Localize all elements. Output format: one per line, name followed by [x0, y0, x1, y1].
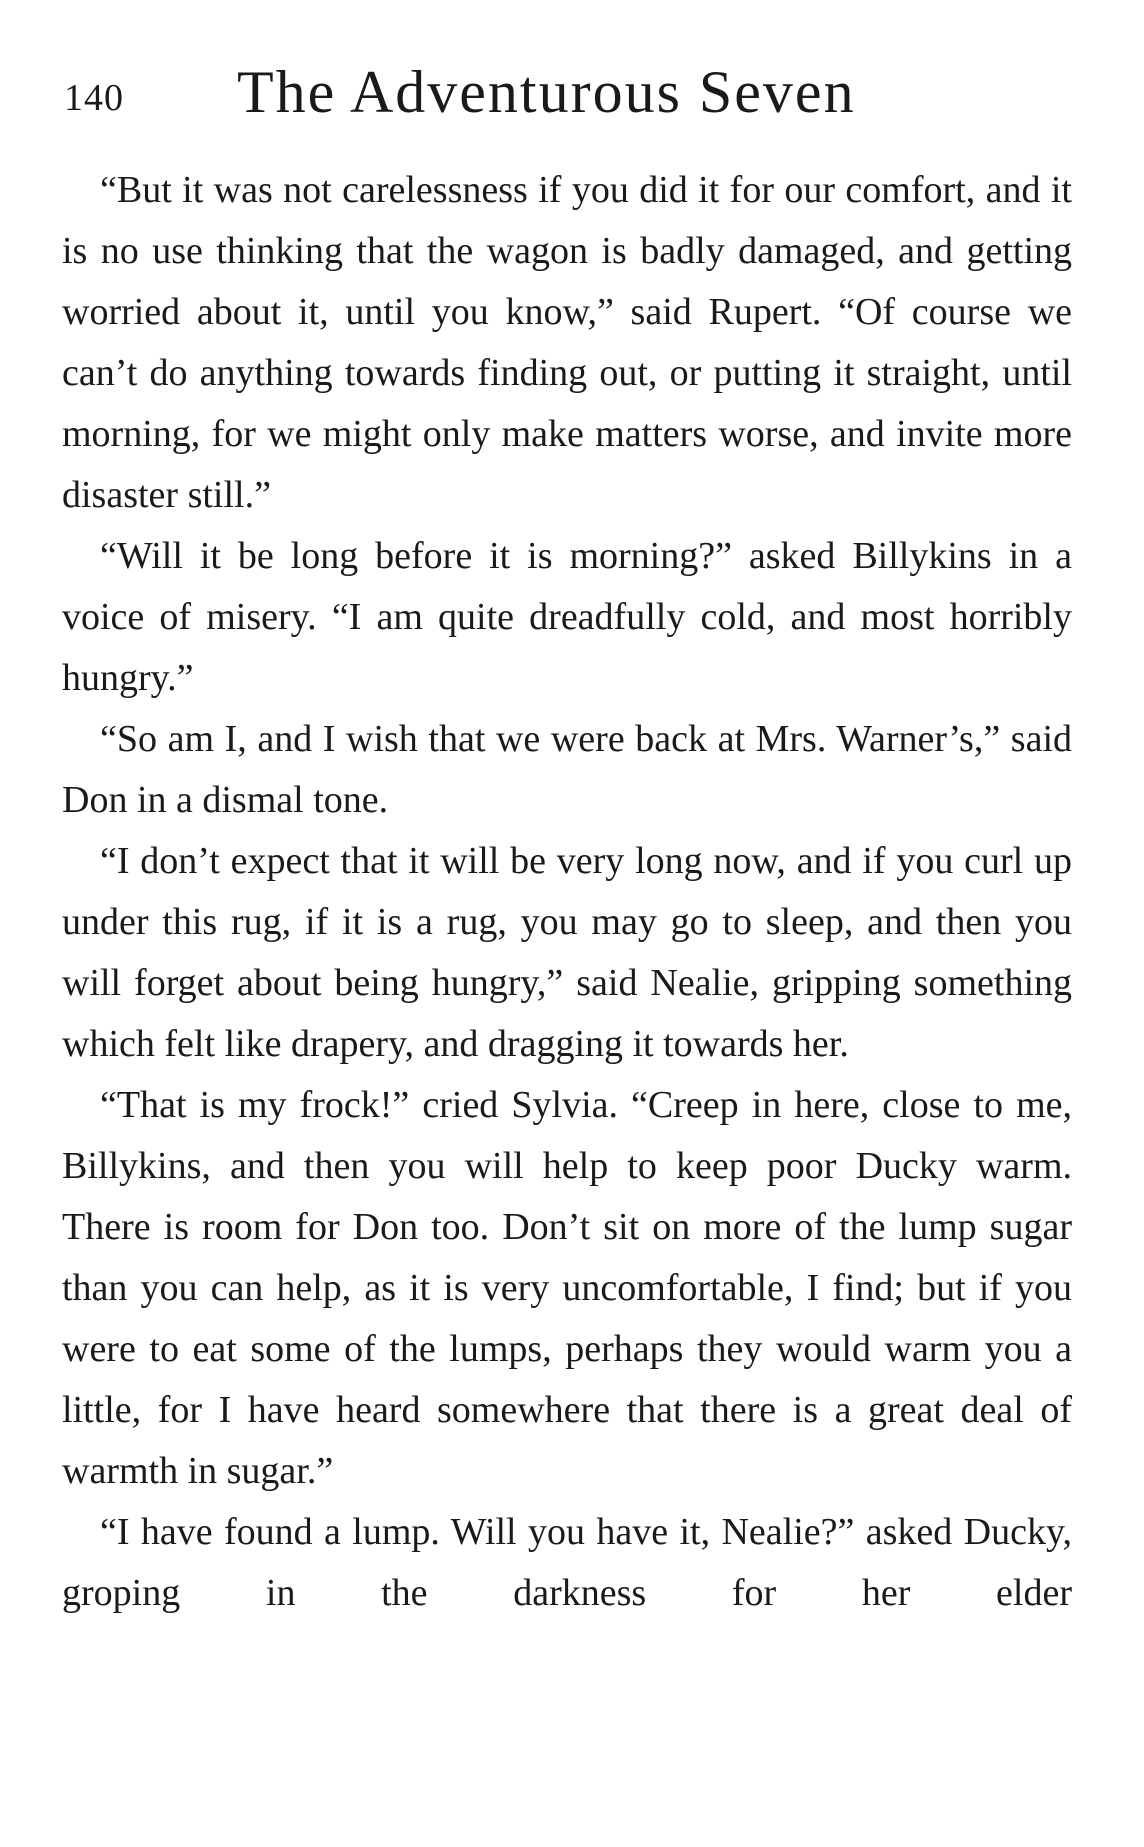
- paragraph: “So am I, and I wish that we were back at Mrs. Warner’s,” said Don in a dismal tone.: [62, 718, 1072, 821]
- running-title: The Adventurous Seven: [237, 59, 856, 125]
- page-number: 140: [64, 77, 124, 119]
- paragraph: “I don’t expect that it will be very long now, and if you curl up under this rug, if it is a rug, you may go to sleep, and then you will forget about being hungry,” said Nealie, gripping something which felt like drapery, and dragging it towards her.: [62, 840, 1072, 1065]
- body-text: [62, 160, 1072, 1624]
- paragraph: “Will it be long before it is morning?” asked Billykins in a voice of misery. “I am quite dreadfully cold, and most horribly hungry.”: [62, 535, 1072, 699]
- paragraph: “That is my frock!” cried Sylvia. “Creep in here, close to me, Billykins, and then you will help to keep poor Ducky warm. There is room for Don too. Don’t sit on more of the lump sugar than you can help, as it is very uncomfortable, I find; but if you were to eat some of the lumps, perhaps they would warm you a little, for I have heard somewhere that there is a great deal of warmth in sugar.”: [62, 1084, 1072, 1492]
- paragraph: “I have found a lump. Will you have it, Nealie?” asked Ducky, groping in the darkness for her elder: [62, 1511, 1072, 1614]
- page-header: [62, 58, 1072, 128]
- paragraph: “But it was not carelessness if you did it for our comfort, and it is no use thinking that the wagon is badly damaged, and getting worried about it, until you know,” said Rupert. “Of course we can’t do anything towards finding out, or putting it straight, until morning, for we might only make matters worse, and invite more disaster still.”: [62, 169, 1072, 516]
